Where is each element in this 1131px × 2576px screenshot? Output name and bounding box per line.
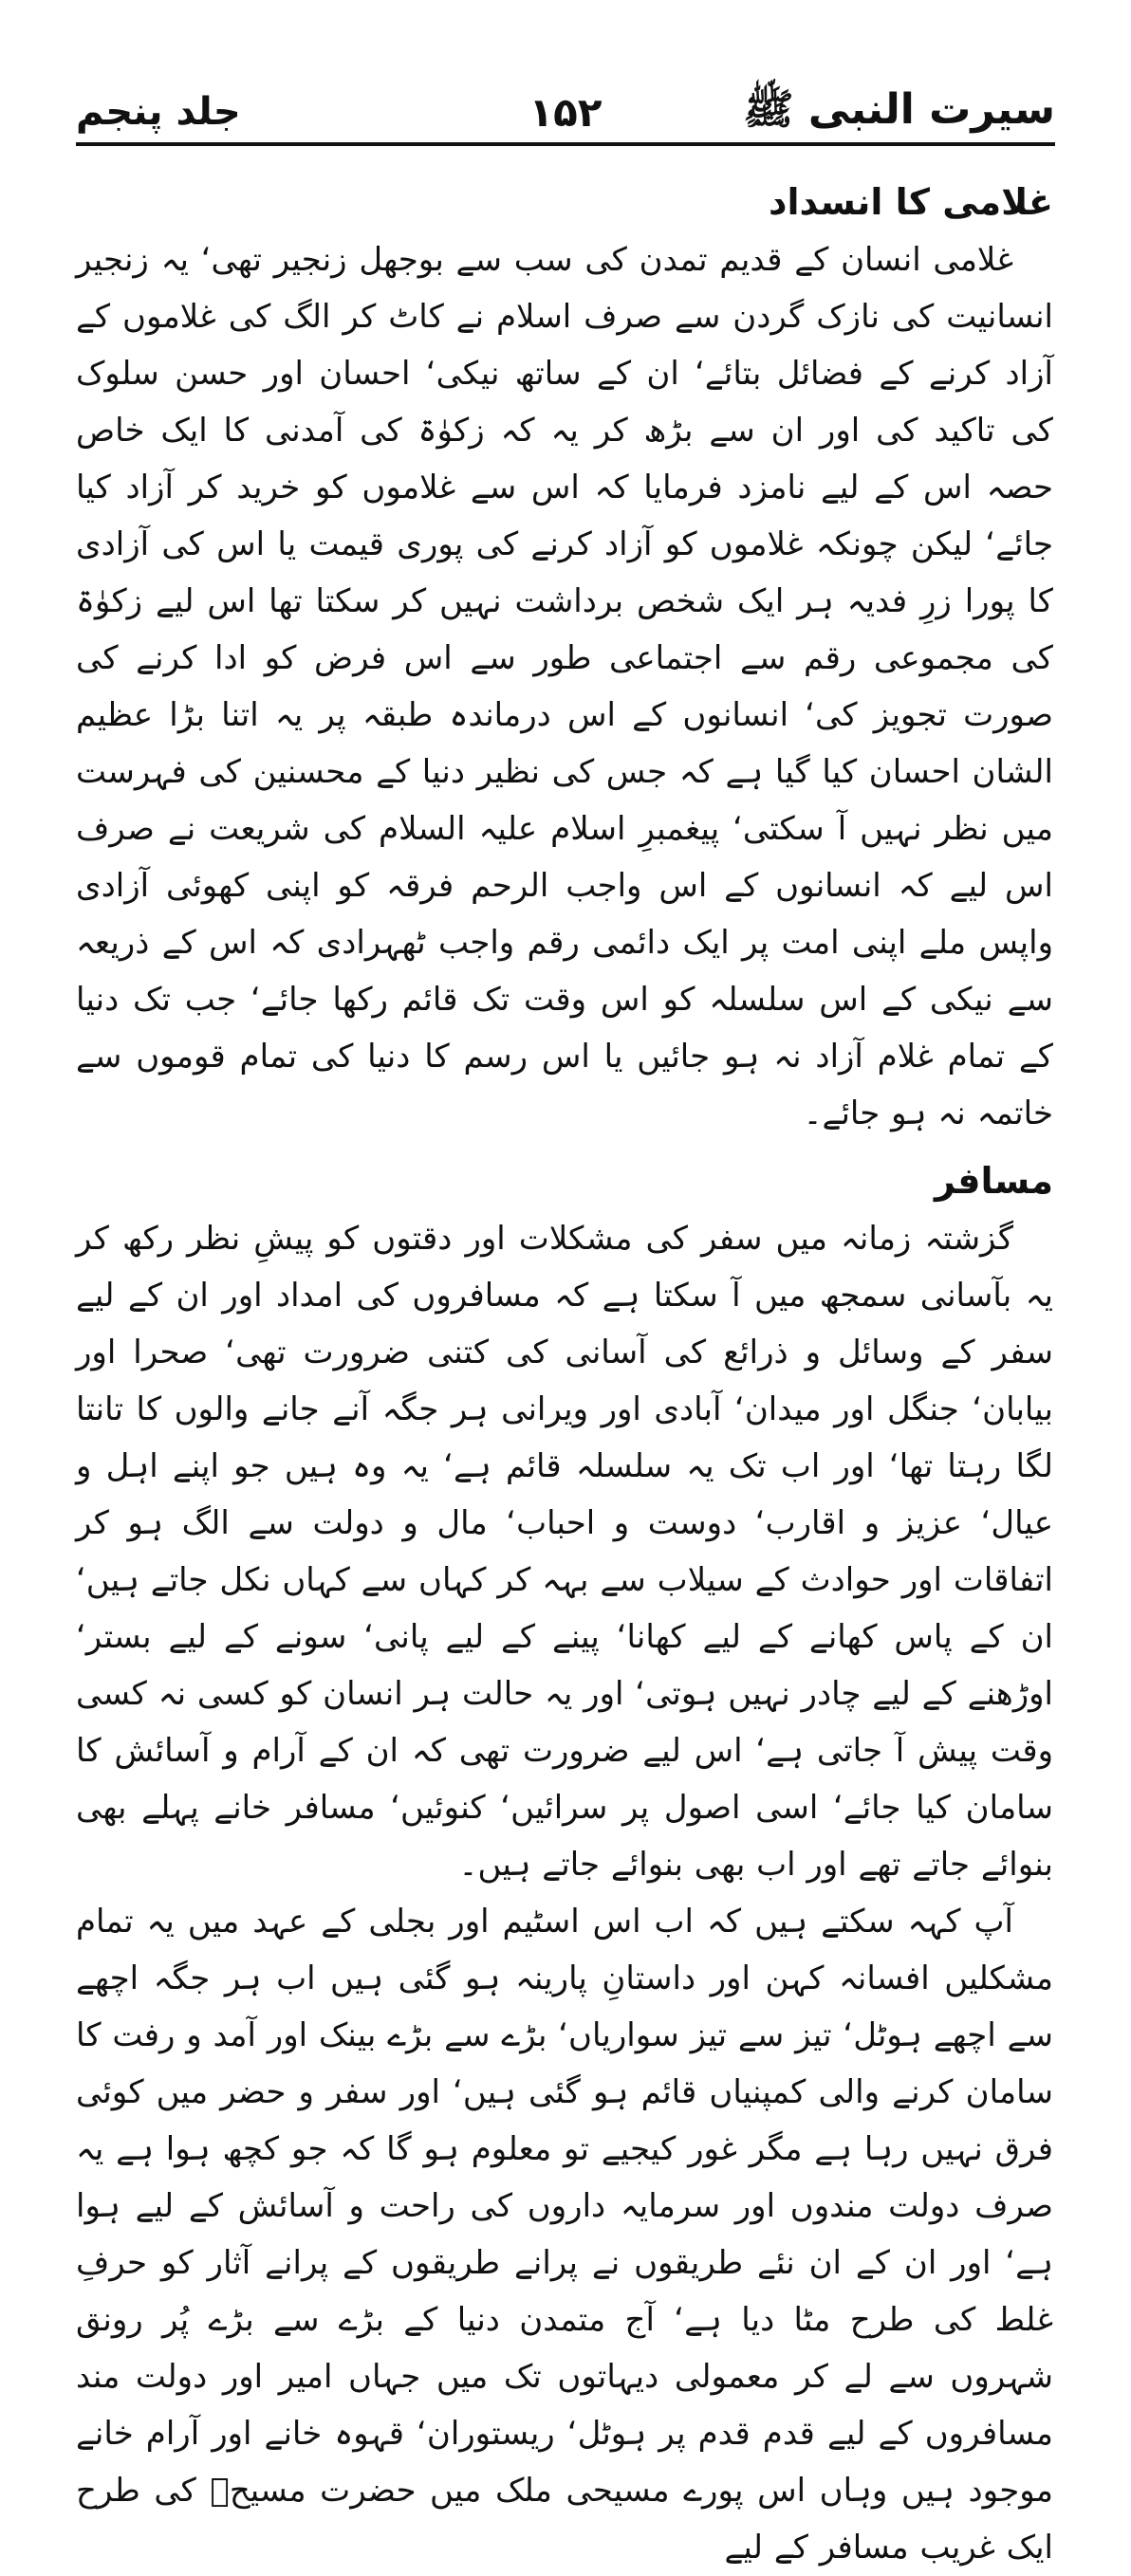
traveler-paragraph-2: آپ کہہ سکتے ہیں کہ اب اس اسٹیم اور بجلی کے عہد میں یہ تمام مشکلیں افسانہ کہن اور داستانِ پارینہ ہو گئی ہیں اب ہر جگہ اچھے سے اچھے ہوٹل‘ تیز سے تیز سواریاں‘ بڑے سے بڑے بینک اور آمد و رفت کا سامان کرنے والی کمپنیاں قائم ہو گئی ہیں‘ اور سفر و حضر میں کوئی فرق نہیں رہا ہے مگر غور کیجیے تو معلوم ہو گا کہ جو کچھ ہوا ہے یہ صرف دولت مندوں اور سرمایہ داروں کی راحت و آسائش کے لیے ہوا ہے‘ اور ان کے ان نئے طریقوں نے پرانے طریقوں کے پرانے آثار کو حرفِ غلط کی طرح مٹا دیا ہے‘ آج متمدن دنیا کے بڑے سے بڑے پُر رونق شہروں سے لے کر معمولی دیہاتوں تک میں جہاں امیر اور دولت مند مسافروں کے لیے قدم قدم پر ہوٹل‘ ریستوران‘ قہوہ خانے اور آرام خانے موجود ہیں وہاں اس پورے مسیحی ملک میں حضرت مسیحؑ کی طرح ایک غریب مسافر کے لیے	[76, 1903, 1053, 2567]
page-number: ۱۵۲	[528, 89, 603, 136]
traveler-paragraph-1: گزشتہ زمانہ میں سفر کی مشکلات اور دقتوں کو پیشِ نظر رکھ کر یہ بآسانی سمجھ میں آ سکتا ہے کہ مسافروں کی امداد اور ان کے لیے سفر کے وسائل و ذرائع کی آسانی کی کتنی ضرورت تھی‘ صحرا اور بیابان‘ جنگل اور میدان‘ آبادی اور ویرانی ہر جگہ آنے جانے والوں کا تانتا لگا رہتا تھا‘ اور اب تک یہ سلسلہ قائم ہے‘ یہ وہ ہیں جو اپنے اہل و عیال‘ عزیز و اقارب‘ دوست و احباب‘ مال و دولت سے الگ ہو کر اتفاقات اور حوادث کے سیلاب سے بہہ کر کہاں سے کہاں نکل جاتے ہیں‘ ان کے پاس کھانے کے لیے کھانا‘ پینے کے لیے پانی‘ سونے کے لیے بستر‘ اوڑھنے کے لیے چادر نہیں ہوتی‘ اور یہ حالت ہر انسان کو کسی نہ کسی وقت پیش آ جاتی ہے‘ اس لیے ضرورت تھی کہ ان کے آرام و آسائش کا سامان کیا جائے‘ اسی اصول پر سرائیں‘ کنوئیں‘ مسافر خانے پہلے بھی بنوائے جاتے تھے اور اب بھی بنوائے جاتے ہیں۔	[76, 1220, 1053, 1884]
header-divider	[76, 142, 1055, 146]
section-heading-traveler: مسافر	[935, 1160, 1053, 1202]
slavery-paragraph: غلامی انسان کے قدیم تمدن کی سب سے بوجھل زنجیر تھی‘ یہ زنجیر انسانیت کی نازک گردن سے صرف اسلام نے کاٹ کر الگ کی غلاموں کے آزاد کرنے کے فضائل بتائے‘ ان کے ساتھ نیکی‘ احسان اور حسن سلوک کی تاکید کی اور ان سے بڑھ کر یہ کہ زکوٰۃ کی آمدنی کا ایک خاص حصہ اس کے لیے نامزد فرمایا کہ اس سے غلاموں کو خرید کر آزاد کیا جائے‘ لیکن چونکہ غلاموں کو آزاد کرنے کی پوری قیمت یا اس کی آزادی کا پورا زرِ فدیہ ہر ایک شخص برداشت نہیں کر سکتا تھا اس لیے زکوٰۃ کی مجموعی رقم سے اجتماعی طور سے اس فرض کو ادا کرنے کی صورت تجویز کی‘ انسانوں کے اس درماندہ طبقہ پر یہ اتنا بڑا عظیم الشان احسان کیا گیا ہے کہ جس کی نظیر دنیا کے محسنین کی فہرست میں نظر نہیں آ سکتی‘ پیغمبرِ اسلام علیہ السلام کی شریعت نے صرف اس لیے کہ انسانوں کے اس واجب الرحم فرقہ کو اپنی کھوئی آزادی واپس ملے اپنی امت پر ایک دائمی رقم واجب ٹھہرادی کہ اس کے ذریعہ سے نیکی کے اس سلسلہ کو اس وقت تک قائم رکھا جائے‘ جب تک دنیا کے تمام غلام آزاد نہ ہو جائیں یا اس رسم کا دنیا کی تمام قوموں سے خاتمہ نہ ہو جائے۔	[76, 241, 1053, 1132]
page-header	[76, 82, 1055, 150]
section-heading-slavery-abolition: غلامی کا انسداد	[768, 181, 1053, 223]
book-title: سیرت النبی ﷺ	[743, 85, 1055, 134]
page-content	[76, 173, 1053, 2576]
volume-label: جلد پنجم	[76, 90, 241, 134]
